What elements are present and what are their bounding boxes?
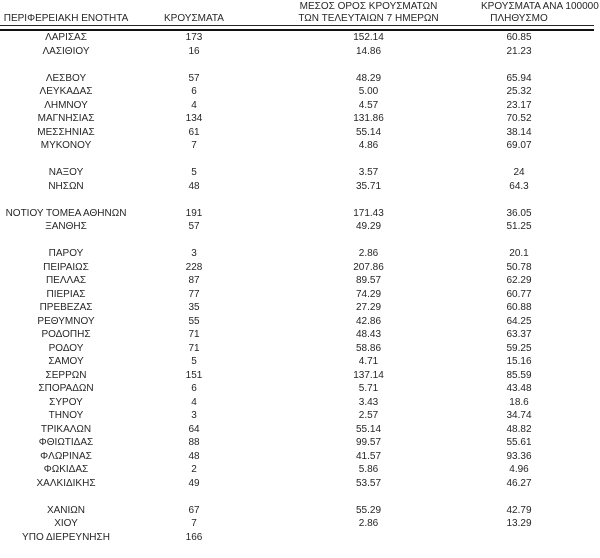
cell-per100k: 18.6: [509, 396, 529, 408]
cell-avg7: 152.14: [353, 32, 384, 43]
cell-cases: 5: [191, 356, 197, 367]
cell-filler: [557, 166, 594, 180]
cell-cases: 166: [185, 531, 203, 543]
cell-region: ΠΑΡΟΥ: [48, 248, 84, 259]
table-row: [0, 409, 594, 423]
cell-per100k: 93.36: [506, 450, 532, 462]
cell-filler: [557, 112, 594, 126]
column-header-per100k-line2: ΠΛΗΘΥΣΜΟ: [490, 13, 548, 24]
cell-avg7: 55.14: [355, 423, 382, 435]
cell-avg7: 49.29: [355, 221, 382, 232]
cell-cases: 7: [191, 518, 197, 529]
table-row: [0, 450, 594, 464]
cell-per100k: 34.74: [506, 410, 532, 421]
cell-region: ΧΑΛΚΙΔΙΚΗΣ: [36, 477, 96, 489]
cell-filler: [557, 463, 594, 477]
cell-filler: [557, 234, 594, 248]
cell-filler: [557, 382, 594, 396]
cell-region: ΛΑΡΙΣΑΣ: [45, 32, 87, 43]
cell-cases: 64: [188, 423, 200, 435]
cell-avg7: 5.71: [358, 383, 379, 394]
cell-cases: [132, 234, 256, 248]
cell-avg7: 2.86: [358, 248, 379, 259]
cell-avg7: 137.14: [353, 369, 384, 381]
table-row: [0, 463, 594, 477]
cell-per100k: 25.32: [506, 86, 532, 97]
cell-cases: 35: [188, 302, 200, 313]
table-row: [0, 531, 594, 545]
cell-avg7: 55.29: [355, 504, 382, 516]
cell-filler: [557, 477, 594, 491]
table-row: [0, 301, 594, 315]
cell-avg7: 58.86: [355, 342, 382, 354]
cell-avg7: 55.14: [355, 126, 382, 138]
cell-avg7: [256, 490, 481, 504]
cell-per100k: 69.07: [506, 140, 532, 151]
cell-filler: [557, 207, 594, 221]
cell-per100k: 64.25: [506, 315, 532, 327]
table-row: [0, 112, 594, 126]
cell-filler: [557, 45, 594, 59]
cell-cases: 4: [191, 99, 197, 111]
table-body: [0, 26, 594, 545]
cell-per100k: 4.96: [509, 464, 529, 475]
cell-per100k: 60.88: [506, 302, 532, 313]
cell-filler: [557, 126, 594, 140]
cell-per100k: 60.77: [506, 288, 532, 300]
cell-per100k: 23.17: [506, 99, 532, 111]
cell-cases: [132, 490, 256, 504]
cell-avg7: 74.29: [355, 288, 382, 300]
cell-cases: 7: [191, 140, 197, 151]
cell-per100k: 70.52: [506, 113, 532, 124]
cell-per100k: 24: [513, 167, 525, 178]
cell-cases: 77: [188, 288, 200, 300]
cell-cases: 55: [188, 315, 200, 327]
cell-cases: 5: [191, 167, 197, 178]
report-page: [0, 1, 600, 558]
table-row: [0, 126, 594, 140]
cell-region: ΣΕΡΡΩΝ: [45, 369, 87, 381]
cell-filler: [557, 261, 594, 275]
cell-filler: [557, 450, 594, 464]
blank-spacer-row: [0, 58, 594, 72]
header-row: [0, 1, 594, 26]
cell-avg7: [256, 193, 481, 207]
cell-avg7: 5.00: [358, 86, 379, 97]
cell-avg7: [256, 153, 481, 167]
cell-region: ΡΟΔΟΠΗΣ: [41, 329, 91, 340]
column-header-per100k: [481, 1, 599, 26]
cell-region: ΠΕΛΛΑΣ: [45, 275, 87, 286]
cell-per100k: [481, 58, 557, 72]
table-row: [0, 504, 594, 518]
cell-cases: 48: [188, 180, 200, 192]
cell-filler: [557, 396, 594, 410]
cell-filler: [557, 423, 594, 437]
cell-cases: 87: [188, 275, 200, 286]
cell-filler: [557, 315, 594, 329]
cell-per100k: 48.82: [506, 423, 532, 435]
cell-region: ΣΑΜΟΥ: [48, 356, 84, 367]
cell-region: ΝΑΞΟΥ: [48, 167, 84, 178]
cell-avg7: 42.86: [355, 315, 382, 327]
cell-cases: 88: [188, 437, 200, 448]
cell-filler: [557, 72, 594, 86]
cell-per100k: 43.48: [506, 383, 532, 394]
cell-avg7: 2.86: [358, 518, 379, 529]
cell-region: ΡΕΘΥΜΝΟΥ: [37, 315, 95, 327]
blank-spacer-row: [0, 490, 594, 504]
table-row: [0, 30, 594, 45]
cell-cases: 71: [188, 342, 200, 354]
cell-filler: [557, 193, 594, 207]
table-row: [0, 396, 594, 410]
cell-cases: [132, 153, 256, 167]
cell-cases: 3: [191, 410, 197, 421]
cell-cases: 228: [185, 261, 203, 273]
table-row: [0, 328, 594, 342]
cell-filler: [557, 153, 594, 167]
table-row: [0, 315, 594, 329]
cell-per100k: [481, 490, 557, 504]
cell-per100k: 15.16: [506, 356, 532, 367]
cell-region: ΝΟΤΙΟΥ ΤΟΜΕΑ ΑΘΗΝΩΝ: [5, 207, 127, 219]
cell-filler: [557, 490, 594, 504]
cell-avg7: 171.43: [353, 207, 384, 219]
cell-cases: [132, 58, 256, 72]
cell-per100k: [481, 234, 557, 248]
table-row: [0, 45, 594, 59]
cell-filler: [557, 247, 594, 261]
cell-filler: [557, 436, 594, 450]
cell-region: ΜΥΚΟΝΟΥ: [40, 140, 92, 151]
cell-avg7: 131.86: [353, 113, 384, 124]
table-row: [0, 382, 594, 396]
cell-filler: [557, 504, 594, 518]
table-header: [0, 1, 599, 26]
table-row: [0, 72, 594, 86]
column-header-per100k-line1: ΚΡΟΥΣΜΑΤΑ ΑΝΑ 100000: [481, 1, 599, 12]
column-header-region-line2: ΠΕΡΙΦΕΡΕΙΑΚΗ ΕΝΟΤΗΤΑ: [3, 13, 129, 24]
cell-per100k: [481, 531, 557, 545]
cell-per100k: 59.25: [506, 342, 532, 354]
cell-filler: [557, 288, 594, 302]
cell-filler: [557, 531, 594, 545]
cell-avg7: 53.57: [355, 477, 382, 489]
cell-region: ΡΟΔΟΥ: [48, 342, 84, 354]
cell-cases: 16: [188, 45, 200, 57]
cell-per100k: 36.05: [506, 207, 532, 219]
cell-region: ΣΥΡΟΥ: [49, 396, 83, 408]
cell-avg7: [256, 58, 481, 72]
cell-region: ΧΙΟΥ: [54, 518, 78, 529]
cell-per100k: 13.29: [506, 518, 532, 529]
cell-cases: 61: [188, 126, 200, 138]
cell-region: ΥΠΟ ΔΙΕΡΕΥΝΗΣΗ: [22, 531, 110, 543]
cell-avg7: [256, 531, 481, 545]
table-row: [0, 423, 594, 437]
cell-avg7: 41.57: [355, 450, 382, 462]
cell-per100k: 46.27: [506, 477, 532, 489]
cell-avg7: 3.43: [358, 396, 379, 408]
cell-region: ΧΑΝΙΩΝ: [46, 504, 86, 516]
column-header-region: [0, 1, 132, 26]
cell-region: ΦΛΩΡΙΝΑΣ: [40, 450, 92, 462]
table-row: [0, 166, 594, 180]
cell-cases: 3: [191, 248, 197, 259]
cell-per100k: 63.37: [506, 329, 532, 340]
cell-cases: 173: [185, 32, 203, 43]
cell-avg7: 3.57: [358, 167, 379, 178]
cell-per100k: 20.1: [509, 248, 529, 259]
cell-cases: 6: [191, 86, 197, 97]
cell-cases: 151: [185, 369, 203, 381]
cell-per100k: 51.25: [506, 221, 532, 232]
cell-per100k: 55.61: [506, 437, 532, 448]
cell-avg7: 5.86: [358, 464, 379, 475]
column-header-cases-line2: ΚΡΟΥΣΜΑΤΑ: [164, 13, 224, 24]
cell-region: [0, 234, 132, 248]
cell-cases: 4: [191, 396, 197, 408]
table-row: [0, 180, 594, 194]
cell-region: [0, 193, 132, 207]
cell-region: ΠΕΙΡΑΙΩΣ: [43, 261, 89, 273]
cell-filler: [557, 342, 594, 356]
table-row: [0, 355, 594, 369]
cell-cases: 48: [188, 450, 200, 462]
cell-filler: [557, 30, 594, 45]
cell-region: ΠΙΕΡΙΑΣ: [46, 288, 86, 300]
cell-region: ΛΗΜΝΟΥ: [44, 99, 88, 111]
blank-spacer-row: [0, 234, 594, 248]
cell-filler: [557, 139, 594, 153]
cell-per100k: 50.78: [506, 261, 532, 273]
cell-region: ΦΩΚΙΔΑΣ: [43, 464, 89, 475]
cell-filler: [557, 58, 594, 72]
cell-avg7: 35.71: [355, 180, 382, 192]
regional-cases-table: [0, 1, 599, 544]
cell-region: [0, 153, 132, 167]
cell-filler: [557, 369, 594, 383]
cell-region: [0, 58, 132, 72]
cell-region: ΝΗΣΩΝ: [48, 180, 84, 192]
cell-cases: 191: [185, 207, 203, 219]
cell-cases: 57: [188, 72, 200, 84]
column-header-avg7-line1: ΜΕΣΟΣ ΟΡΟΣ ΚΡΟΥΣΜΑΤΩΝ: [299, 1, 438, 12]
table-row: [0, 207, 594, 221]
cell-filler: [557, 301, 594, 315]
column-header-cases: [132, 1, 256, 26]
cell-per100k: 60.85: [506, 32, 532, 43]
cell-filler: [557, 328, 594, 342]
table-row: [0, 139, 594, 153]
cell-avg7: 27.29: [355, 302, 382, 313]
blank-spacer-row: [0, 153, 594, 167]
cell-filler: [557, 220, 594, 234]
cell-filler: [557, 517, 594, 531]
cell-avg7: 207.86: [353, 261, 384, 273]
cell-region: ΛΑΣΙΘΙΟΥ: [42, 45, 90, 57]
table-row: [0, 369, 594, 383]
cell-cases: 67: [188, 504, 200, 516]
cell-cases: 2: [191, 464, 197, 475]
cell-per100k: 65.94: [506, 72, 532, 84]
cell-filler: [557, 99, 594, 113]
cell-per100k: 38.14: [506, 126, 532, 138]
table-row: [0, 436, 594, 450]
table-row: [0, 220, 594, 234]
cell-filler: [557, 180, 594, 194]
cell-avg7: [256, 234, 481, 248]
cell-region: [0, 490, 132, 504]
cell-avg7: 48.29: [355, 72, 382, 84]
column-header-avg7: [256, 1, 481, 26]
cell-filler: [557, 274, 594, 288]
table-row: [0, 342, 594, 356]
cell-avg7: 99.57: [355, 437, 382, 448]
cell-avg7: 89.57: [355, 275, 382, 286]
cell-per100k: 64.3: [509, 180, 529, 192]
table-row: [0, 99, 594, 113]
cell-per100k: 62.29: [506, 275, 532, 286]
table-row: [0, 85, 594, 99]
column-header-avg7-line2: ΤΩΝ ΤΕΛΕΥΤΑΙΩΝ 7 ΗΜΕΡΩΝ: [298, 13, 439, 24]
blank-spacer-row: [0, 193, 594, 207]
cell-per100k: 42.79: [506, 504, 532, 516]
cell-filler: [557, 409, 594, 423]
cell-cases: 71: [188, 329, 200, 340]
cell-avg7: 4.57: [358, 99, 379, 111]
cell-per100k: [481, 153, 557, 167]
cell-region: ΤΡΙΚΑΛΩΝ: [40, 423, 92, 435]
cell-region: ΜΑΓΝΗΣΙΑΣ: [37, 113, 95, 124]
table-row: [0, 288, 594, 302]
cell-region: ΛΕΥΚΑΔΑΣ: [39, 86, 93, 97]
cell-region: ΤΗΝΟΥ: [48, 410, 84, 421]
cell-region: ΠΡΕΒΕΖΑΣ: [39, 302, 93, 313]
cell-cases: 134: [185, 113, 203, 124]
cell-cases: 49: [188, 477, 200, 489]
cell-avg7: 2.57: [358, 410, 379, 421]
cell-avg7: 48.43: [355, 329, 382, 340]
cell-cases: 57: [188, 221, 200, 232]
cell-avg7: 4.71: [358, 356, 379, 367]
table-row: [0, 247, 594, 261]
cell-per100k: 85.59: [506, 369, 532, 381]
cell-region: ΜΕΣΣΗΝΙΑΣ: [37, 126, 95, 138]
cell-region: ΣΠΟΡΑΔΩΝ: [38, 383, 94, 394]
table-row: [0, 261, 594, 275]
cell-per100k: [481, 193, 557, 207]
cell-per100k: 21.23: [506, 45, 532, 57]
cell-filler: [557, 355, 594, 369]
cell-region: ΦΘΙΩΤΙΔΑΣ: [38, 437, 94, 448]
cell-cases: 6: [191, 383, 197, 394]
table-row: [0, 517, 594, 531]
cell-filler: [557, 85, 594, 99]
table-row: [0, 274, 594, 288]
cell-avg7: 4.86: [358, 140, 379, 151]
table-row: [0, 477, 594, 491]
cell-region: ΞΑΝΘΗΣ: [45, 221, 87, 232]
cell-avg7: 14.86: [355, 45, 382, 57]
cell-region: ΛΕΣΒΟΥ: [45, 72, 87, 84]
cell-cases: [132, 193, 256, 207]
